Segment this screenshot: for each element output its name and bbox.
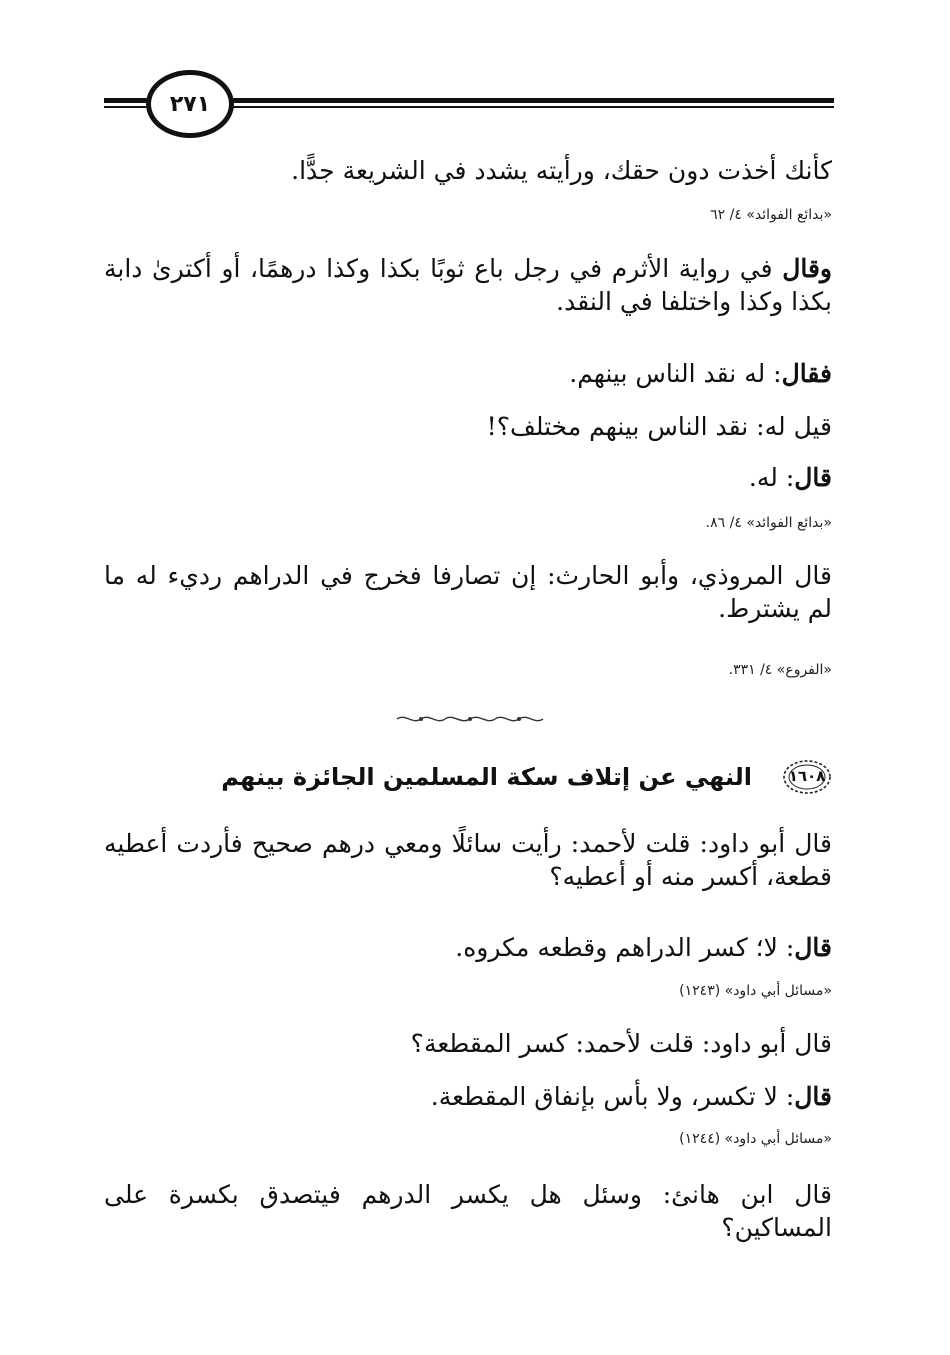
section-heading bbox=[221, 758, 832, 796]
question-line: قيل له: نقد الناس بينهم مختلف؟! bbox=[486, 412, 832, 441]
answer-line-1-text: : له نقد الناس بينهم. bbox=[569, 359, 782, 388]
paragraph-1: كأنك أخذت دون حقك، ورأيته يشدد في الشريعة جدًّا. bbox=[291, 156, 832, 185]
answer-line-3 bbox=[455, 931, 832, 964]
speaker-label: وقال bbox=[782, 254, 832, 283]
source-citation-4: «مسائل أبي داود» (١٢٤٣) bbox=[679, 983, 832, 999]
source-citation-3: «الفروع» ٤/ ٣٣١. bbox=[728, 662, 832, 678]
section-number: ١٦٠٨ bbox=[788, 767, 826, 785]
answer-line-2 bbox=[749, 461, 832, 494]
paragraph-3: قال المروذي، وأبو الحارث: إن تصارفا فخرج في الدراهم رديء له ما لم يشترط. bbox=[104, 561, 832, 623]
paragraph-2-text: في رواية الأثرم في رجل باع ثوبًا بكذا وكذا درهمًا، أو أكترىٰ دابة بكذا وكذا واختلفا في النقد. bbox=[104, 254, 832, 316]
ornament-divider-icon bbox=[395, 712, 545, 726]
source-citation-5: «مسائل أبي داود» (١٢٤٤) bbox=[679, 1131, 832, 1147]
source-citation-1: «بدائع الفوائد» ٤/ ٦٢ bbox=[710, 207, 832, 223]
answer-line-4 bbox=[431, 1080, 832, 1113]
paragraph-2 bbox=[104, 252, 832, 318]
section-title: النهي عن إتلاف سكة المسلمين الجائزة بينهم bbox=[221, 763, 752, 791]
source-citation-2: «بدائع الفوائد» ٤/ ٨٦. bbox=[705, 515, 832, 531]
speaker-label: قال bbox=[794, 463, 832, 492]
question-line-2: قال أبو داود: قلت لأحمد: كسر المقطعة؟ bbox=[410, 1029, 832, 1058]
paragraph-5: قال ابن هانئ: وسئل هل يكسر الدرهم فيتصدق بكسرة على المساكين؟ bbox=[104, 1180, 832, 1242]
speaker-label: قال bbox=[794, 1082, 832, 1111]
answer-line-4-text: : لا تكسر، ولا بأس بإنفاق المقطعة. bbox=[430, 1082, 795, 1111]
speaker-label: فقال bbox=[781, 359, 832, 388]
page-number: ٢٧١ bbox=[146, 70, 234, 138]
page-header bbox=[104, 62, 834, 132]
speaker-label: قال bbox=[794, 933, 832, 962]
paragraph-4: قال أبو داود: قلت لأحمد: رأيت سائلًا ومعي درهم صحيح فأردت أعطيه قطعة، أكسر منه أو أعطيه؟ bbox=[104, 829, 832, 891]
answer-line-3-text: : لا؛ كسر الدراهم وقطعه مكروه. bbox=[455, 933, 795, 962]
section-number-badge bbox=[782, 758, 832, 796]
answer-line-2-text: : له. bbox=[748, 463, 795, 492]
answer-line-1 bbox=[569, 357, 832, 390]
